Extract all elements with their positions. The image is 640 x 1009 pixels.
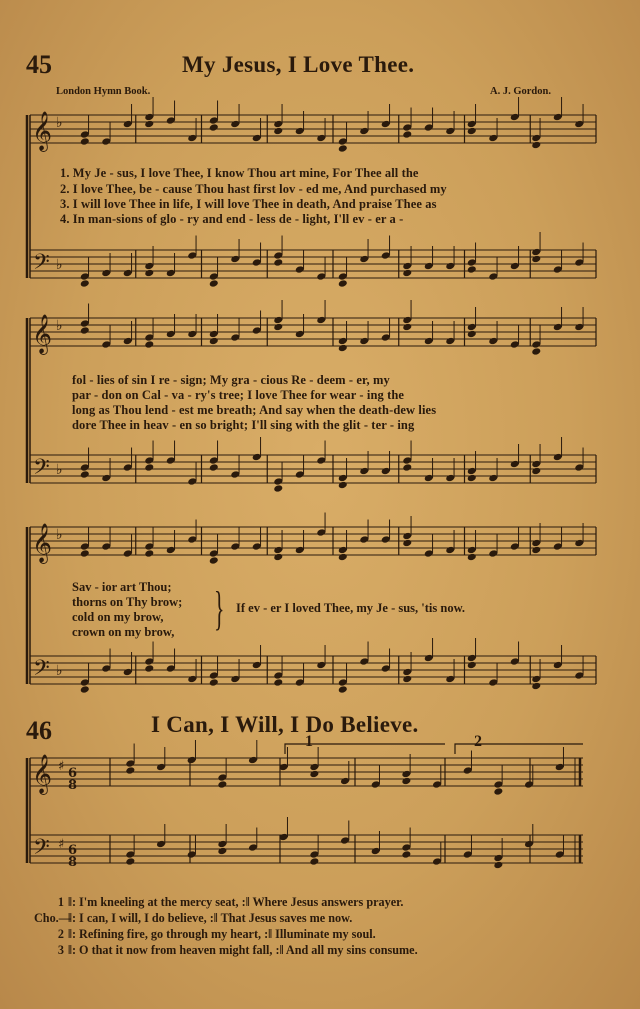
note-head [309,770,319,779]
note-head [273,484,283,493]
note-head [467,474,477,483]
note-head [80,685,90,694]
note-head [80,326,90,335]
lyric-line-2-1: fol - lies of sin I re - sign; My gra - cious Re - deem - er, my [72,373,390,387]
note-head [401,850,411,859]
note-head [493,861,503,870]
note-head [273,323,283,332]
verse-text: ‖: Refining fire, go through my heart, :‖ Illuminate my soul. [68,927,376,941]
lyric-line-2-3: long as Thou lend - est me breath; And say when the death-dew lies [72,403,437,417]
lyric-line-3-4: crown on my brow, [72,625,175,639]
clef-icon: 𝄞 [32,111,53,151]
note-head [338,553,348,562]
verse-46-chorus [34,911,352,926]
note-head [402,130,412,139]
clef-icon: ♯ [58,837,65,852]
clef-icon: ♭ [56,257,63,273]
note-head [209,337,219,346]
verse-number: Cho.— [34,911,71,925]
verse-text: ‖: I'm kneeling at the mercy seat, :‖ Where Jesus answers prayer. [68,895,404,909]
note-head [467,661,477,670]
hymn-composer: A. J. Gordon. [490,86,551,97]
hymn-title-45: My Jesus, I Love Thee. [182,52,415,77]
note-head [209,123,219,132]
note-head [209,678,219,687]
lyric-line-3-1: Sav - ior art Thou; [72,580,172,594]
note-head [144,269,154,278]
note-head [273,258,283,267]
note-head [338,685,348,694]
lyric-line-3-2: thorns on Thy brow; [72,595,183,609]
note-head [144,463,154,472]
hymn-number-45: 45 [26,50,52,79]
note-head [209,463,219,472]
note-head [402,463,412,472]
hymn-source: London Hymn Book. [56,86,151,97]
time-signature: 8 [68,855,78,870]
clef-icon: ♭ [56,462,63,478]
lyric-line-1-4: 4. In man-sions of glo - ry and end - less de - light, I'll ev - er a - [60,212,404,226]
note-head [467,265,477,274]
lyric-line-1-2: 2. I love Thee, be - cause Thou hast first lov - ed me, And purchased my [60,182,447,196]
note-head [273,553,283,562]
verse-number: 3 [57,943,64,957]
clef-icon: 𝄞 [32,754,53,794]
note-head [217,780,227,789]
clef-icon: 𝄢 [33,250,50,280]
verse-46-3 [34,943,418,958]
clef-icon: 𝄞 [32,314,53,354]
time-signature: 6 [68,843,78,858]
note-head [209,556,219,565]
note-head [338,279,348,288]
verse-46-1 [34,895,403,910]
hymn-number-46: 46 [26,716,52,745]
note-head [144,549,154,558]
note-head [531,546,541,555]
brace: } [214,582,225,635]
note-head [209,279,219,288]
note-head [217,847,227,856]
note-head [80,549,90,558]
lyric-line-2-4: dore Thee in heav - en so bright; I'll sing with the glit - ter - ing [72,418,415,432]
note-head [273,127,283,136]
note-head [338,481,348,490]
clef-icon: ♭ [56,115,63,131]
note-head [493,787,503,796]
note-head [309,857,319,866]
refrain-line: If ev - er I loved Thee, my Je - sus, 'tis now. [236,601,466,615]
verse-text: ‖: O that it now from heaven might fall, :‖ And all my sins consume. [68,943,418,957]
note-head [125,857,135,866]
clef-icon: ♭ [56,527,63,543]
note-head [80,279,90,288]
note-head [144,340,154,349]
note-head [144,664,154,673]
ending-2-label: 2 [474,733,482,750]
note-head [125,766,135,775]
note-head [402,269,412,278]
clef-icon: 𝄢 [33,835,50,865]
note-head [531,255,541,264]
lyric-line-1-1: 1. My Je - sus, I love Thee, I know Thou art mine, For Thee all the [60,166,419,180]
note-head [467,553,477,562]
note-head [531,347,541,356]
hymn-title-46: I Can, I Will, I Do Believe. [151,712,419,737]
clef-icon: ♭ [56,318,63,334]
lyric-line-2-2: par - don on Cal - va - ry's tree; I love Thee for wear - ing the [72,388,405,402]
note-head [338,344,348,353]
clef-icon: 𝄢 [33,656,50,686]
note-head [338,144,348,153]
note-head [144,120,154,129]
note-head [531,467,541,476]
lyric-line-1-3: 3. I will love Thee in life, I will love Thee in death, And praise Thee as [60,197,437,211]
note-head [80,137,90,146]
clef-icon: 𝄞 [32,523,53,563]
clef-icon: ♯ [58,759,65,774]
note-head [273,678,283,687]
note-head [531,682,541,691]
clef-icon: ♭ [56,663,63,679]
note-head [531,141,541,150]
time-signature: 6 [68,766,78,781]
note-head [402,675,412,684]
note-head [467,330,477,339]
note-head [401,777,411,786]
note-head [402,323,412,332]
verse-number: 2 [57,927,64,941]
verse-46-2 [34,927,376,942]
note-head [467,127,477,136]
verse-text: ‖: I can, I will, I do believe, :‖ That Jesus saves me now. [68,911,353,925]
time-signature: 8 [68,778,78,793]
note-head [402,539,412,548]
ending-1-label: 1 [305,733,313,750]
lyric-line-3-3: cold on my brow, [72,610,164,624]
clef-icon: 𝄢 [33,455,50,485]
note-head [80,470,90,479]
verse-number: 1 [57,895,64,909]
